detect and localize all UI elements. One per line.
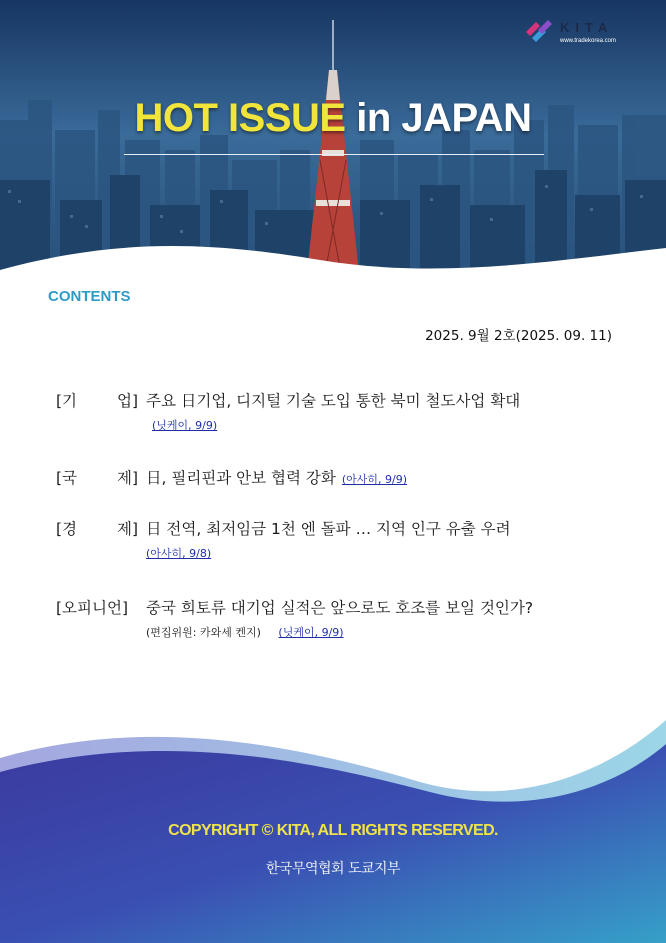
kita-logo-mark-icon — [524, 18, 554, 44]
item-category: [오피니언] — [56, 599, 128, 617]
item-category: [기 업] — [56, 392, 138, 410]
item-source-link[interactable]: (아사히, 9/9) — [341, 473, 408, 486]
issue-date: 2025. 9월 2호(2025. 09. 11) — [425, 328, 612, 344]
title-highlight: HOT ISSUE — [134, 96, 346, 140]
header-banner — [0, 0, 666, 300]
contents-heading: CONTENTS — [48, 288, 131, 305]
item-headline[interactable]: 日, 필리핀과 안보 협력 강화 — [146, 469, 336, 487]
item-category: [경 제] — [56, 520, 138, 538]
title-rest: in JAPAN — [345, 96, 532, 140]
list-item — [56, 389, 612, 433]
item-source-link[interactable]: (닛케이, 9/9) — [152, 419, 218, 432]
logo-text: KITA — [560, 20, 614, 35]
list-item — [56, 596, 612, 640]
organization-name: 한국무역협회 도쿄지부 — [265, 861, 401, 877]
logo-url: www.tradekorea.com — [560, 38, 617, 44]
item-headline[interactable]: 日 전역, 최저임금 1천 엔 돌파 … 지역 인구 유출 우려 — [146, 520, 511, 538]
item-author: (편집위원: 카와세 켄지) — [146, 626, 261, 639]
page-title — [0, 96, 666, 141]
item-headline[interactable]: 중국 희토류 대기업 실적은 앞으로도 호조를 보일 것인가? — [146, 599, 534, 617]
title-divider — [124, 154, 544, 155]
item-category: [국 제] — [56, 469, 138, 487]
item-source-link[interactable]: (아사히, 9/8) — [146, 547, 212, 560]
list-item — [56, 466, 612, 488]
item-headline[interactable]: 주요 日기업, 디지털 기술 도입 통한 북미 철도사업 확대 — [146, 392, 521, 410]
list-item — [56, 517, 612, 561]
kita-logo[interactable] — [524, 16, 636, 50]
item-source-link[interactable]: (닛케이, 9/9) — [278, 626, 344, 639]
copyright-notice: COPYRIGHT © KITA, ALL RIGHTS RESERVED. — [168, 822, 498, 839]
